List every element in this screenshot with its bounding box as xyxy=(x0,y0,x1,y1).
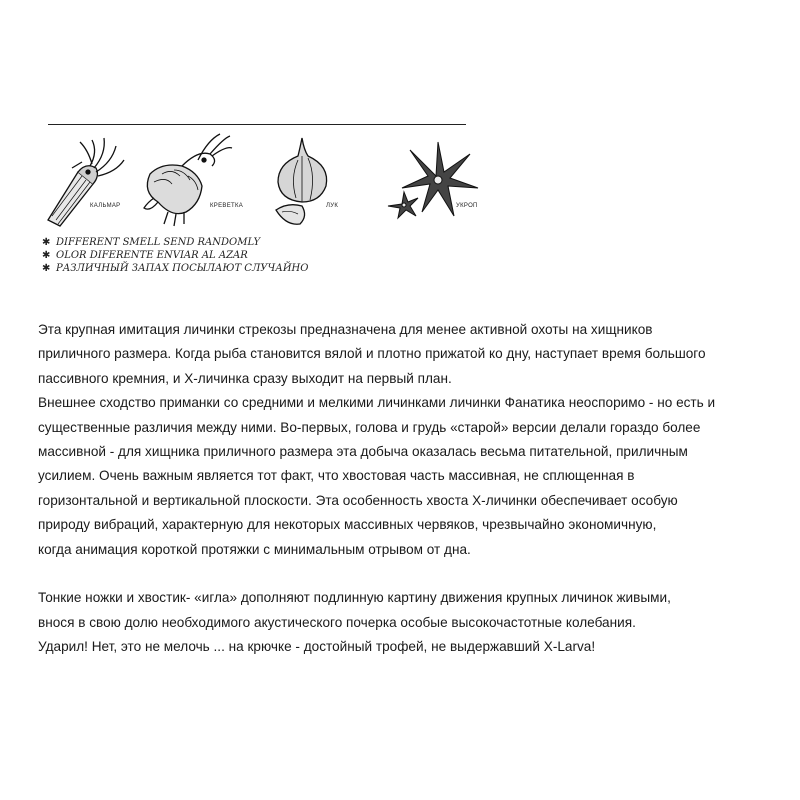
shrimp-illustration xyxy=(138,132,233,232)
shrimp-icon xyxy=(138,132,233,232)
description-line: пассивного кремния, и X-личинка сразу выходит на первый план. xyxy=(38,370,452,386)
description-line: Ударил! Нет, это не мелочь ... на крючке - достойный трофей, не выдержавший X-Larva! xyxy=(38,639,596,655)
paragraph-gap xyxy=(38,562,798,586)
asterisk-icon: ✱ xyxy=(42,237,51,248)
smell-notes xyxy=(42,236,308,275)
description-line: Тонкие ножки и хвостик- «игла» дополняют подлинную картину движения крупных личинок живыми, xyxy=(38,590,671,606)
caption-garlic: ЛУК xyxy=(326,203,339,209)
smell-note-ru: ✱ РАЗЛИЧНЫЙ ЗАПАХ ПОСЫЛАЮТ СЛУЧАЙНО xyxy=(42,263,309,274)
description-line: природу вибраций, характерную для некоторых массивных червяков, чрезвычайно экономичную, xyxy=(38,517,657,533)
description-line: существенные различия между ними. Во-первых, голова и грудь «старой» версии делали гораздо более xyxy=(38,419,701,435)
description-line: приличного размера. Когда рыба становится вялой и плотно прижатой ко дну, наступает время большого xyxy=(38,346,706,362)
caption-star-anise: УКРОП xyxy=(456,203,478,209)
header-divider xyxy=(48,124,466,125)
asterisk-icon: ✱ xyxy=(42,250,51,261)
description-line: усилием. Очень важным является тот факт, что хвостовая часть массивная, не сплющенная в xyxy=(38,468,635,484)
asterisk-icon: ✱ xyxy=(42,263,51,274)
smell-note-en: ✱ DIFFERENT SMELL SEND RANDOMLY xyxy=(42,237,261,248)
squid-icon xyxy=(38,132,128,232)
description-line: горизонтальной и вертикальной плоскости. Эта особенность хвоста X-личинки обеспечивает особую xyxy=(38,492,678,508)
squid-illustration xyxy=(38,132,128,232)
star-anise-illustration xyxy=(380,132,480,232)
description-line: когда анимация короткой протяжки с минимальным отрывом от дна. xyxy=(38,541,471,557)
description-line: внося в свою долю необходимого акустического почерка особые высокочастотные колебания. xyxy=(38,614,636,630)
garlic-icon xyxy=(268,132,338,232)
caption-shrimp: КРЕВЕТКА xyxy=(210,203,244,209)
description-line: Эта крупная имитация личинки стрекозы предназначена для менее активной охоты на хищников xyxy=(38,322,653,337)
garlic-illustration xyxy=(268,132,338,232)
product-description xyxy=(38,318,798,659)
caption-squid: КАЛЬМАР xyxy=(90,203,121,209)
description-line: Внешнее сходство приманки со средними и мелкими личинками личинки Фанатика неоспоримо - но есть и xyxy=(38,395,716,411)
description-line: массивной - для хищника приличного размера эта добыча оказалась весьма питательной, приличным xyxy=(38,443,688,459)
smell-note-es: ✱ OLOR DIFERENTE ENVIAR AL AZAR xyxy=(42,250,248,261)
star-anise-icon xyxy=(380,132,480,232)
